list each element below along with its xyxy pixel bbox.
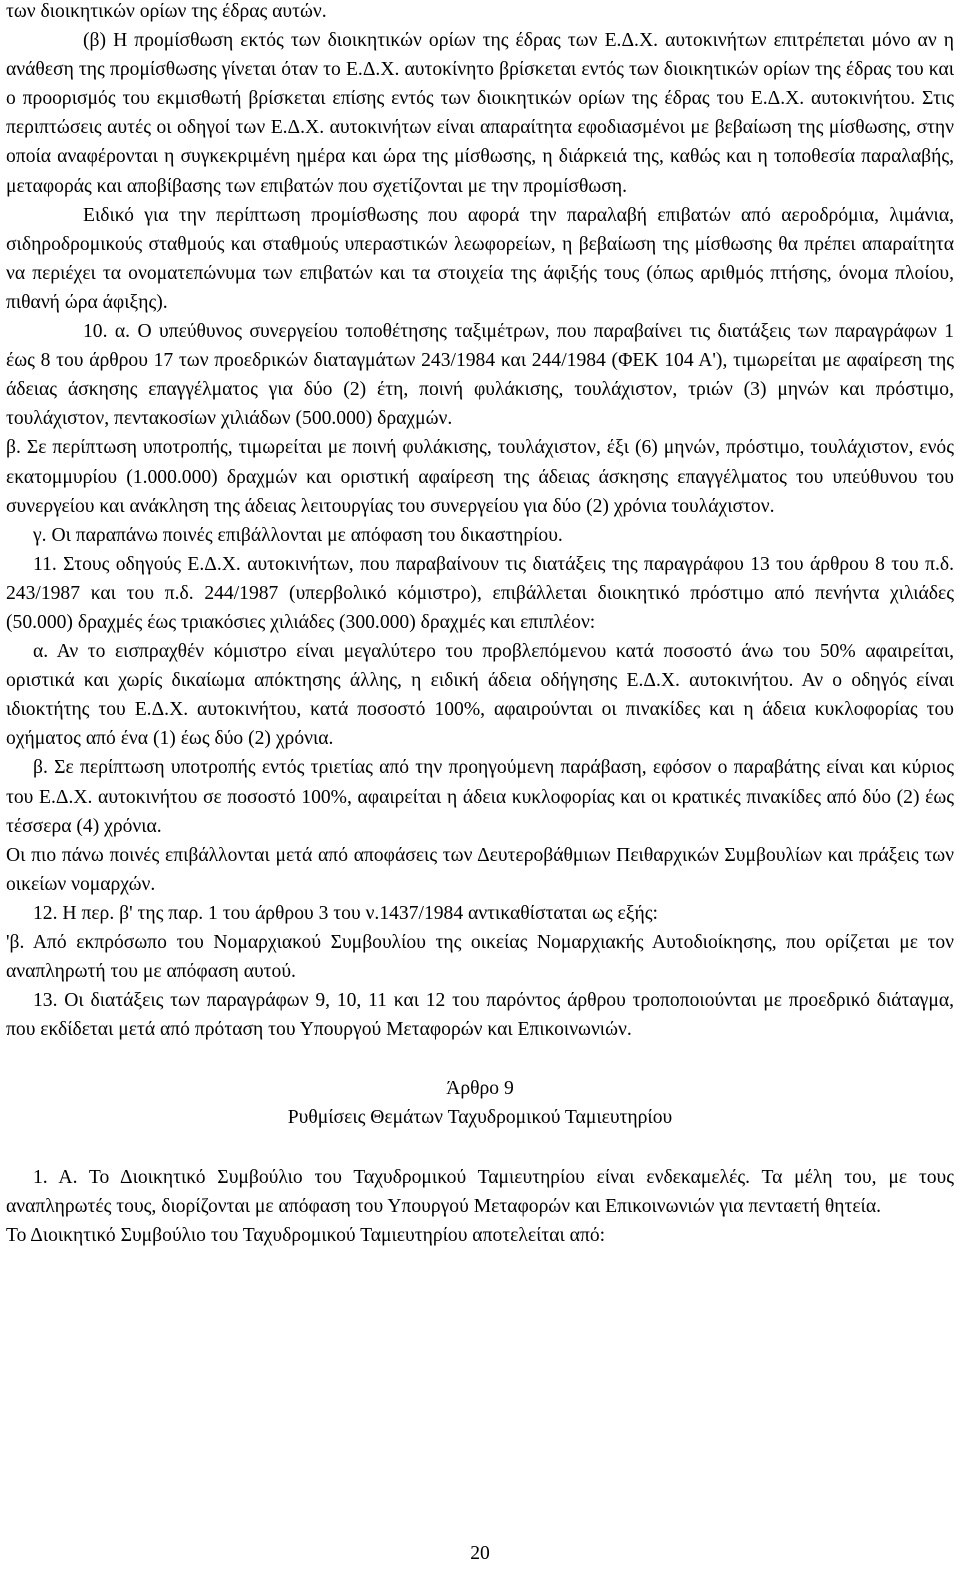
document-page bbox=[6, 0, 954, 1250]
page-number: 20 bbox=[470, 1543, 490, 1564]
paragraph-penalties-note: Οι πιο πάνω ποινές επιβάλλονται μετά από αποφάσεις των Δευτεροβάθμιων Πειθαρχικών Συμβουλίων και πράξεις των οικείων νομαρχών. bbox=[6, 844, 954, 895]
paragraph-11: 11. Στους οδηγούς Ε.Δ.Χ. αυτοκινήτων, που παραβαίνουν τις διατάξεις της παραγράφου 13 του άρθρου 8 του π.δ. 243/1987 και του π.δ. 244/1987 (υπερβολικό κόμιστρο), επιβάλλεται διοικητικό πρόστιμο από πενήντα χιλιάδες (50.000) δραχμές έως τριακόσιες χιλιάδες (300.000) δραχμές και επιπλέον: bbox=[6, 553, 954, 633]
paragraph-13: 13. Οι διατάξεις των παραγράφων 9, 10, 11 και 12 του παρόντος άρθρου τροποποιούνται με προεδρικό διάταγμα, που εκδίδεται μετά από πρόταση του Υπουργού Μεταφορών και Επικοινωνιών. bbox=[6, 990, 954, 1041]
paragraph-12b-replacement: 'β. Από εκπρόσωπο του Νομαρχιακού Συμβουλίου της οικείας Νομαρχιακής Αυτοδιοίκησης, που ορίζεται με τον αναπληρωτή του με απόφαση αυτού. bbox=[6, 932, 954, 983]
article-paragraph-board-composition: Το Διοικητικό Συμβούλιο του Ταχυδρομικού Ταμιευτηρίου αποτελείται από: bbox=[6, 1224, 606, 1246]
paragraph-11a: α. Αν το εισπραχθέν κόμιστρο είναι μεγαλύτερο του προβλεπόμενου κατά ποσοστό άνω του 50% αφαιρείται, οριστικά και χωρίς δικαίωμα απόκτησης άλλης, η ειδική άδεια οδήγησης Ε.Δ.Χ. αυτοκινήτου. Αν ο οδηγός είναι ιδιοκτήτης του Ε.Δ.Χ. αυτοκινήτου, κατά ποσοστό 100%, αφαιρούνται οι πινακίδες και η άδεια κυκλοφορίας του οχήματος από ένα (1) έως δύο (2) χρόνια. bbox=[6, 641, 954, 750]
article-subtitle: Ρυθμίσεις Θεμάτων Ταχυδρομικού Ταμιευτηρίου bbox=[287, 1107, 673, 1129]
paragraph-10a: 10. α. Ο υπεύθυνος συνεργείου τοποθέτησης ταξιμέτρων, που παραβαίνει τις διατάξεις των παραγράφων 1 έως 8 του άρθρου 17 των προεδρικών διαταγμάτων 243/1984 και 244/1984 (ΦΕΚ 104 Α'), τιμωρείται με αφαίρεση της άδειας άσκησης επαγγέλματος για δύο (2) έτη, ποινή φυλάκισης, τουλάχιστον, τριών (3) μηνών και πρόστιμο, τουλάχιστον, πεντακοσίων χιλιάδων (500.000) δραχμών. bbox=[6, 321, 954, 430]
paragraph-11b: β. Σε περίπτωση υποτροπής εντός τριετίας από την προηγούμενη παράβαση, εφόσον ο παραβάτης είναι και κύριος του Ε.Δ.Χ. αυτοκινήτου σε ποσοστό 100%, αφαιρείται η άδεια κυκλοφορίας και οι κρατικές πινακίδες από δύο (2) έως τέσσερα (4) χρόνια. bbox=[6, 757, 954, 837]
paragraph-fragment: των διοικητικών ορίων της έδρας αυτών. bbox=[6, 1, 327, 22]
paragraph-10b: β. Σε περίπτωση υποτροπής, τιμωρείται με ποινή φυλάκισης, τουλάχιστον, έξι (6) μηνών, πρόστιμο, τουλάχιστον, ενός εκατομμυρίου (1.000.000) δραχμών και οριστική αφαίρεση της άδειας άσκησης επαγγέλματος του υπεύθυνου του συνεργείου και ανάκληση της άδειας λειτουργίας του συνεργείου για δύο (2) χρόνια τουλάχιστον. bbox=[6, 437, 954, 517]
paragraph-airport-pickup: Ειδικό για την περίπτωση προμίσθωσης που αφορά την παραλαβή επιβατών από αεροδρόμια, λιμάνια, σιδηροδρομικούς σταθμούς και σταθμούς υπεραστικών λεωφορείων, η βεβαίωση της μίσθωσης θα πρέπει απαραίτητα να περιέχει τα ονοματεπώνυμα των επιβατών και τα στοιχεία της άφιξής τους (όπως αριθμός πτήσης, όνομα πλοίου, πιθανή ώρα άφιξης). bbox=[6, 204, 954, 313]
paragraph-b-leasing: (β) Η προμίσθωση εκτός των διοικητικών ορίων της έδρας των Ε.Δ.Χ. αυτοκινήτων επιτρέπεται μόνο αν η ανάθεση της προμίσθωσης γίνεται όταν το Ε.Δ.Χ. αυτοκίνητο βρίσκεται εντός των διοικητικών ορίων της έδρας του και ο προορισμός του εκμισθωτή βρίσκεται επίσης εντός των διοικητικών ορίων της έδρας του Ε.Δ.Χ. αυτοκινήτου. Στις περιπτώσεις αυτές οι οδηγοί των Ε.Δ.Χ. αυτοκινήτων είναι απαραίτητα εφοδιασμένοι με βεβαίωση της μίσθωσης, στην οποία αναφέρονται η συγκεκριμένη ημέρα και ώρα της μίσθωσης, η διάρκειά της, καθώς και η τοποθεσία παραλαβής, μεταφοράς και αποβίβασης των επιβατών που σχετίζονται με την προμίσθωση. bbox=[6, 30, 954, 197]
article-heading: Άρθρο 9 bbox=[446, 1078, 514, 1100]
paragraph-10c: γ. Οι παραπάνω ποινές επιβάλλονται με απόφαση του δικαστηρίου. bbox=[33, 524, 563, 546]
paragraph-12: 12. Η περ. β' της παρ. 1 του άρθρου 3 του ν.1437/1984 αντικαθίσταται ως εξής: bbox=[33, 902, 658, 924]
article-paragraph-1a: 1. Α. Το Διοικητικό Συμβούλιο του Ταχυδρομικού Ταμιευτηρίου είναι ενδεκαμελές. Τα μέλη του, με τους αναπληρωτές τους, διορίζονται με απόφαση του Υπουργού Μεταφορών και Επικοινωνιών για πενταετή θητεία. bbox=[6, 1166, 954, 1217]
